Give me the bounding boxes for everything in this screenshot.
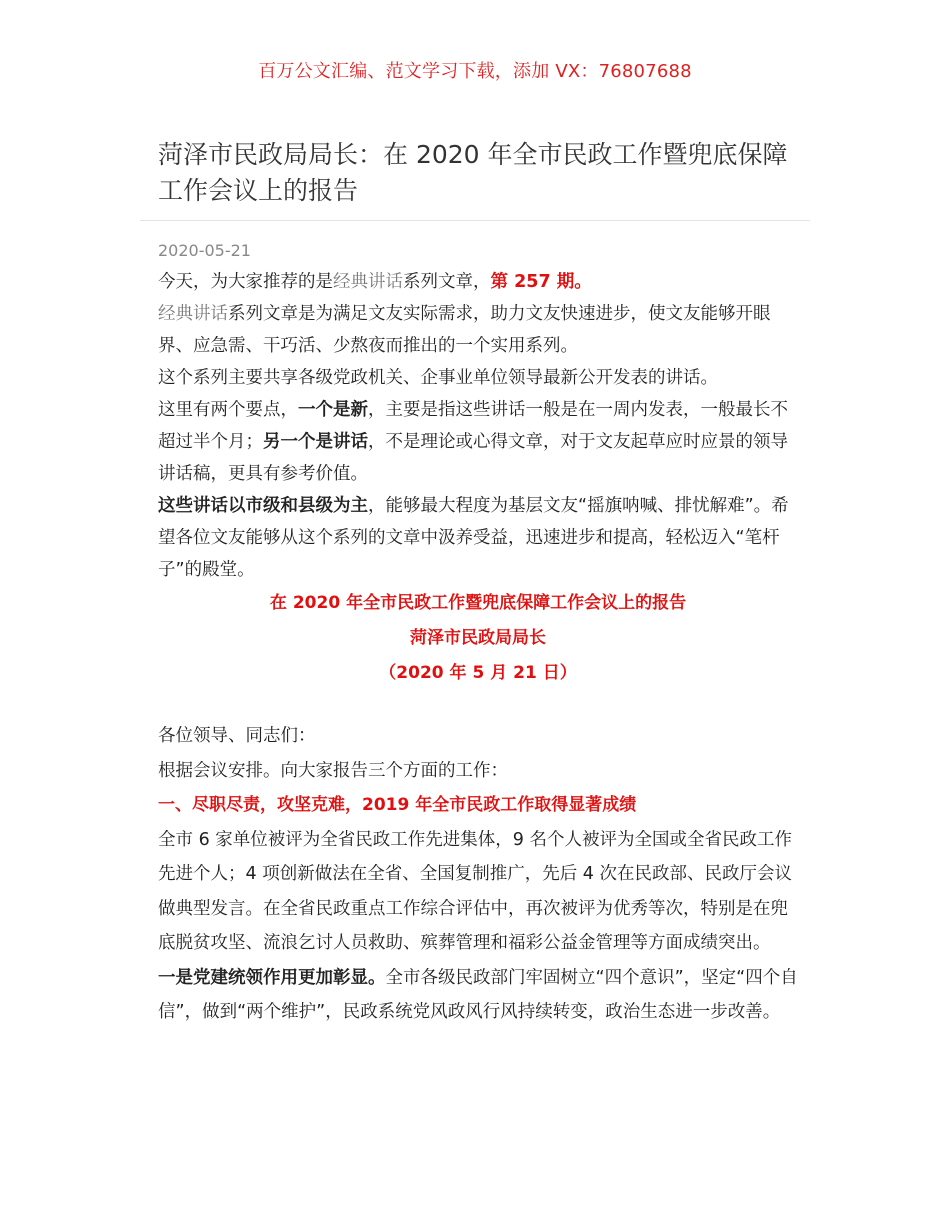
spacer (158, 691, 798, 719)
intro-paragraph-3: 这个系列主要共享各级党政机关、企事业单位领导最新公开发表的讲话。 (158, 368, 718, 388)
report-date: （2020 年 5 月 21 日） (379, 663, 577, 683)
text-span: 今天，为大家推荐的是 (158, 272, 333, 292)
text-span: ，不是理论或心得文章，对于文友起草应时应景的领导讲话稿，更具有参考价值。 (158, 432, 788, 484)
report-heading: 在 2020 年全市民政工作暨兜底保障工作会议上的报告 (269, 593, 687, 613)
emphasis: 这些讲话以市级和县级为主 (158, 496, 368, 516)
text-span: 系列文章是为满足文友实际需求，助力文友快速进步，使文友能够开眼界、应急需、干巧活、少熬夜而推出的一个实用系列。 (158, 304, 771, 356)
promo-banner: 百万公文汇编、范文学习下载，添加 VX：76807688 (258, 61, 692, 82)
emphasis: 一个是新 (298, 400, 368, 420)
report-speaker: 菏泽市民政局局长 (410, 628, 546, 648)
intro-paragraph-2 (158, 298, 798, 362)
emphasis: 一是党建统领作用更加彰显。 (158, 967, 386, 988)
text-span: ，主要是指这些讲话一般是在一周内发表，一般最长不超过半个月； (158, 400, 788, 452)
intro-paragraph-5 (158, 490, 798, 586)
body-paragraph-2 (158, 961, 798, 1030)
text-span: 系列文章， (403, 272, 491, 292)
issue-number: 第 257 期。 (490, 272, 592, 292)
publish-date: 2020-05-21 (158, 241, 251, 260)
intro-paragraph-1 (158, 266, 798, 298)
opening-line: 根据会议安排。向大家报告三个方面的工作： (158, 760, 508, 781)
article-title: 菏泽市民政局局长：在 2020 年全市民政工作暨兜底保障工作会议上的报告 (158, 140, 788, 205)
emphasis: 另一个是讲话 (263, 432, 368, 452)
text-span: 这里有两个要点， (158, 400, 298, 420)
salutation: 各位领导、同志们： (158, 726, 316, 746)
intro-paragraph-4 (158, 394, 798, 490)
article-body (158, 238, 798, 1030)
series-keyword: 经典讲话 (333, 272, 403, 292)
body-paragraph-1: 全市 6 家单位被评为全省民政工作先进集体，9 名个人被评为全国或全省民政工作先进个人；4 项创新做法在全省、全国复制推广，先后 4 次在民政部、民政厅会议做典型发言。在全省民政重点工作综合评估中，再次被评为优秀等次，特别是在兜底脱贫攻坚、流浪乞讨人员救助、殡葬管理和福彩公益金管理等方面成绩突出。 (158, 829, 792, 953)
series-keyword: 经典讲话 (158, 304, 228, 324)
text-span: 全市各级民政部门牢固树立“四个意识”，坚定“四个自信”，做到“两个维护”，民政系统党风政风行风持续转变，政治生态进一步改善。 (158, 967, 798, 1022)
text-span: ，能够最大程度为基层文友“摇旗呐喊、排忧解难”。希望各位文友能够从这个系列的文章中汲养受益，迅速进步和提高，轻松迈入“笔杆子”的殿堂。 (158, 496, 789, 580)
title-divider (140, 220, 810, 221)
section-heading-1: 一、尽职尽责，攻坚克难，2019 年全市民政工作取得显著成绩 (158, 795, 637, 815)
